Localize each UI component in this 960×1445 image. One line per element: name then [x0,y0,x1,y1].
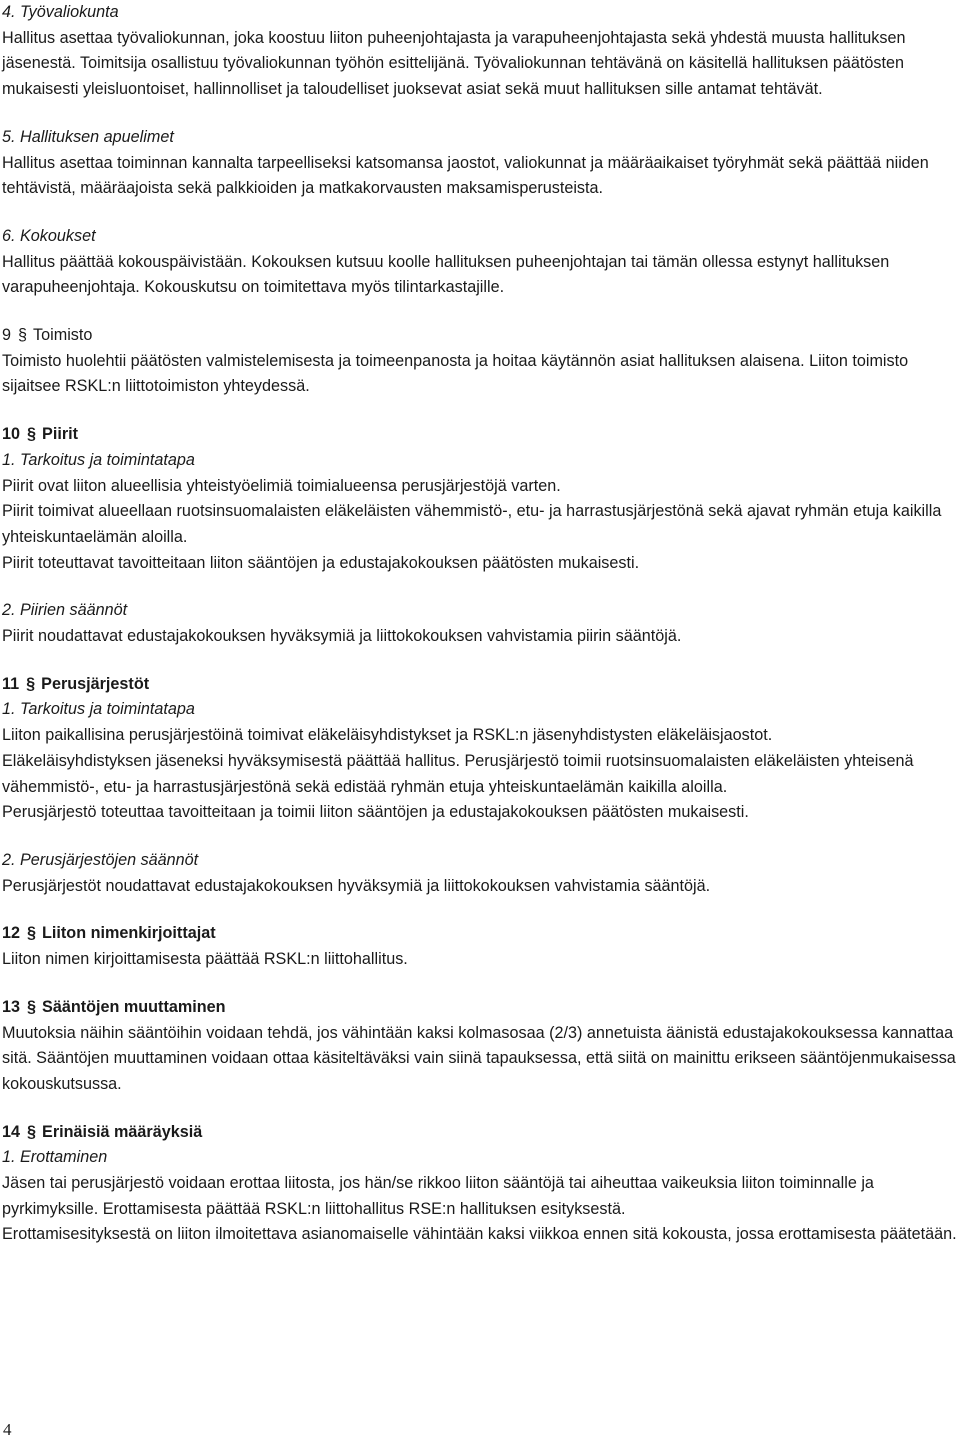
paragraph-title: Sääntöjen muuttaminen [42,997,226,1016]
paragraph-body: Liiton paikallisina perusjärjestöinä toimivat eläkeläisyhdistykset ja RSKL:n jäsenyhdistysten eläkeläisjaostot. [2,726,773,745]
paragraph-number: 9 [2,326,12,345]
paragraph-number: 12 [2,924,21,943]
paragraph-number: 11 [2,674,20,693]
subsection-heading: 2. Piirien säännöt [2,601,128,620]
section-sign-icon: § [27,1122,37,1141]
paragraph-9-toimisto [2,323,958,400]
paragraph-body: Perusjärjestö toteuttaa tavoitteitaan ja toimii liiton sääntöjen ja edustajakokouksen päätösten mukaisesti. [2,803,749,822]
paragraph-14-erinaisia-maarayksia [2,1120,958,1249]
paragraph-13-saantojen-muuttaminen [2,995,958,1098]
section-body: Hallitus päättää kokouspäivistään. Kokouksen kutsuu koolle hallituksen puheenjohtajan tai tämän ollessa estynyt hallituksen varapuheenjohtaja. Kokouskutsu on toimitettava myös tilintarkastajille. [2,252,890,297]
section-heading: 4. Työvaliokunta [2,3,119,21]
subsection-heading: 1. Erottaminen [2,1148,108,1167]
paragraph-body: Piirit toimivat alueellaan ruotsinsuomalaisten eläkeläisten vähemmistö-, etu- ja harrastusjärjestönä sekä ajavat ryhmän etuja kaikilla yhteiskuntaelämän aloilla. [2,502,942,546]
paragraph-10-piirit-rules [2,598,958,649]
paragraph-title: Piirit [42,425,79,444]
paragraph-body: Piirit ovat liiton alueellisia yhteistyöelimiä toimialueensa perusjärjestöjä varten. [2,476,561,495]
paragraph-body: Erottamisesityksestä on liiton ilmoitettava asianomaiselle vähintään kaksi viikkoa ennen sitä kokousta, jossa erottamisesta päätetään. [2,1225,957,1244]
section-sign-icon: § [26,674,36,693]
paragraph-body: Perusjärjestöt noudattavat edustajakokouksen hyväksymiä ja liittokokouksen vahvistamia sääntöjä. [2,876,711,895]
subsection-heading: 1. Tarkoitus ja toimintatapa [2,700,195,719]
section-tyovaliokunta [2,0,958,103]
paragraph-number: 14 [2,1122,21,1141]
paragraph-10-piirit [2,422,958,576]
paragraph-body: Liiton nimen kirjoittamisesta päättää RSKL:n liittohallitus. [2,950,408,969]
paragraph-12-nimenkirjoittajat [2,921,958,972]
section-heading: 6. Kokoukset [2,226,96,245]
section-body: Hallitus asettaa työvaliokunnan, joka koostuu liiton puheenjohtajasta ja varapuheenjohtajasta sekä yhdestä muusta hallituksen jäsenestä. Toimitsija osallistuu työvaliokunnan työhön esittelijänä. Työvaliokunnan tehtävänä on käsitellä hallituksen päätösten mukaisesti yleisluontoiset, hallinnolliset ja taloudelliset juoksevat asiat sekä muut hallituksen sille antamat tehtävät. [2,28,906,99]
paragraph-heading [2,672,958,698]
section-sign-icon: § [27,997,37,1016]
section-kokoukset [2,224,958,301]
paragraph-body: Muutoksia näihin sääntöihin voidaan tehdä, jos vähintään kaksi kolmasosaa (2/3) annetuista äänistä edustajakokouksessa kannattaa sitä. Sääntöjen muuttaminen voidaan ottaa käsiteltäväksi vain siinä tapauksessa, että siitä on mainittu erikseen sääntöjenmukaisessa kokouskutsussa. [2,1023,956,1093]
paragraph-number: 13 [2,997,21,1016]
subsection-heading: 1. Tarkoitus ja toimintatapa [2,450,195,469]
paragraph-11-perusjarjestot-rules [2,848,958,899]
paragraph-body: Piirit toteuttavat tavoitteitaan liiton sääntöjen ja edustajakokouksen päätösten mukaisesti. [2,553,640,572]
paragraph-heading [2,1120,958,1146]
paragraph-body: Piirit noudattavat edustajakokouksen hyväksymiä ja liittokokouksen vahvistamia piirin sääntöjä. [2,627,682,646]
section-heading: 5. Hallituksen apuelimet [2,127,174,146]
section-sign-icon: § [27,924,37,943]
section-body: Hallitus asettaa toiminnan kannalta tarpeelliseksi katsomansa jaostot, valiokunnat ja määräaikaiset työryhmät sekä päättää niiden tehtävistä, määräajoista sekä palkkioiden ja matkakorvausten maksamisperusteista. [2,153,929,198]
document-content [2,0,958,1248]
paragraph-title: Perusjärjestöt [41,674,150,693]
paragraph-11-perusjarjestot [2,672,958,826]
paragraph-title: Toimisto [33,326,93,345]
paragraph-heading [2,323,958,349]
page-number: 4 [3,1420,12,1439]
subsection-heading: 2. Perusjärjestöjen säännöt [2,850,199,869]
section-sign-icon: § [18,326,28,345]
paragraph-body: Eläkeläisyhdistyksen jäseneksi hyväksymisestä päättää hallitus. Perusjärjestö toimii ruotsinsuomalaisten eläkeläisten yhteisenä vähemmistö-, etu- ja harrastusjärjestönä sekä edistää ryhmän etuja yhteiskuntaelämän kaikilla aloilla. [2,751,914,796]
paragraph-heading [2,422,958,448]
paragraph-heading [2,995,958,1021]
paragraph-body: Jäsen tai perusjärjestö voidaan erottaa liitosta, jos hän/se rikkoo liiton sääntöjä tai aiheuttaa vaikeuksia liiton toiminnalle ja pyrkimyksille. Erottamisesta päättää RSKL:n liittohallitus RSE:n hallituksen esityksestä. [2,1174,874,1218]
paragraph-number: 10 [2,425,21,444]
paragraph-title: Liiton nimenkirjoittajat [42,924,216,943]
section-sign-icon: § [27,425,37,444]
paragraph-body: Toimisto huolehtii päätösten valmistelemisesta ja toimeenpanosta ja hoitaa käytännön asiat hallituksen alaisena. Liiton toimisto sijaitsee RSKL:n liittotoimiston yhteydessä. [2,351,909,396]
paragraph-heading [2,921,958,947]
paragraph-title: Erinäisiä määräyksiä [42,1122,203,1141]
section-hallituksen-apuelimet [2,125,958,202]
